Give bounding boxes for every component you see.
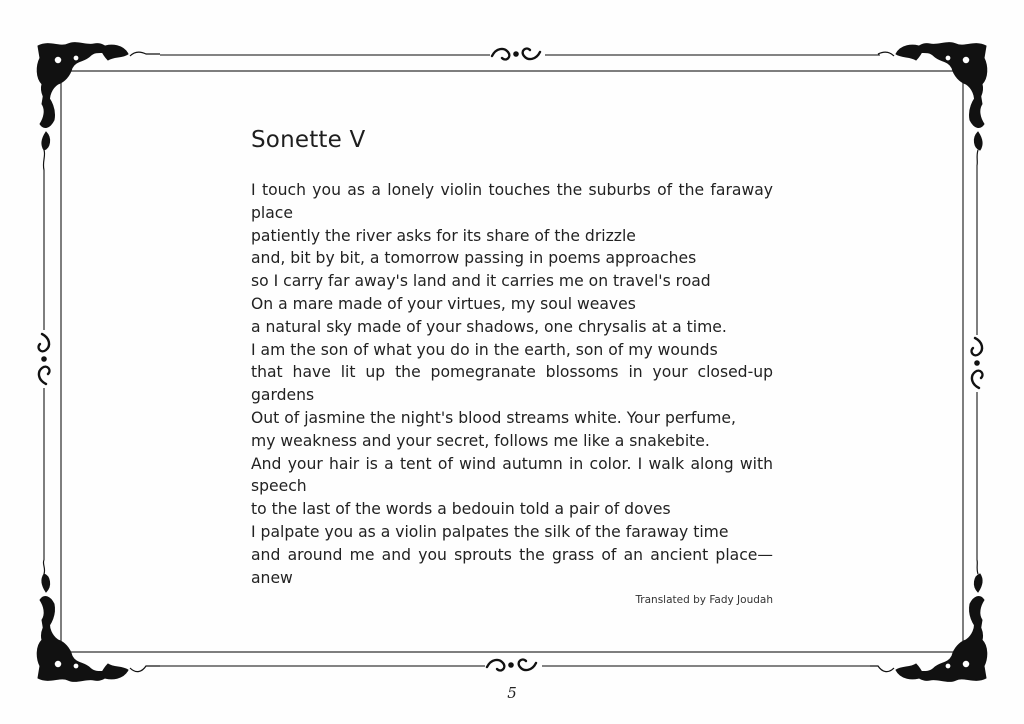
- right-center-ornament-icon: [972, 338, 983, 388]
- translator-credit: Translated by Fady Joudah: [635, 594, 773, 607]
- poem-body: [251, 179, 773, 589]
- poem-line: I palpate you as a violin palpates the silk of the faraway time: [251, 522, 729, 541]
- poem-line: and, bit by bit, a tomorrow passing in poems approaches: [251, 249, 697, 268]
- corner-ornament-bottom-right-icon: [870, 560, 987, 681]
- poem-title: Sonette V: [251, 127, 366, 153]
- corner-ornament-bottom-left-icon: [37, 560, 160, 681]
- poem-content: [251, 126, 773, 606]
- left-center-ornament-icon: [39, 334, 50, 384]
- poem-line: so I carry far away's land and it carries me on travel's road: [251, 272, 711, 291]
- poem-line: my weakness and your secret, follows me like a snakebite.: [251, 431, 710, 450]
- poem-line: On a mare made of your virtues, my soul weaves: [251, 294, 636, 313]
- poem-line: to the last of the words a bedouin told a pair of doves: [251, 500, 671, 519]
- poem-line: and around me and you sprouts the grass of an ancient place—anew: [251, 545, 773, 587]
- poem-line: Out of jasmine the night's blood streams white. Your perfume,: [251, 408, 736, 427]
- page-number: 5: [507, 684, 517, 702]
- corner-ornament-top-left-icon: [37, 43, 160, 170]
- bottom-center-ornament-icon: [487, 660, 536, 671]
- poem-line: And your hair is a tent of wind autumn in color. I walk along with speech: [251, 454, 773, 496]
- top-center-ornament-icon: [492, 49, 540, 60]
- poem-line: that have lit up the pomegranate blossoms in your closed-up gardens: [251, 363, 773, 405]
- poem-line: patiently the river asks for its share of the drizzle: [251, 226, 636, 245]
- poem-line: I touch you as a lonely violin touches the suburbs of the faraway place: [251, 181, 773, 222]
- corner-ornament-top-right-icon: [878, 43, 987, 165]
- poem-line: a natural sky made of your shadows, one chrysalis at a time.: [251, 317, 727, 336]
- poem-line: I am the son of what you do in the earth, son of my wounds: [251, 340, 718, 359]
